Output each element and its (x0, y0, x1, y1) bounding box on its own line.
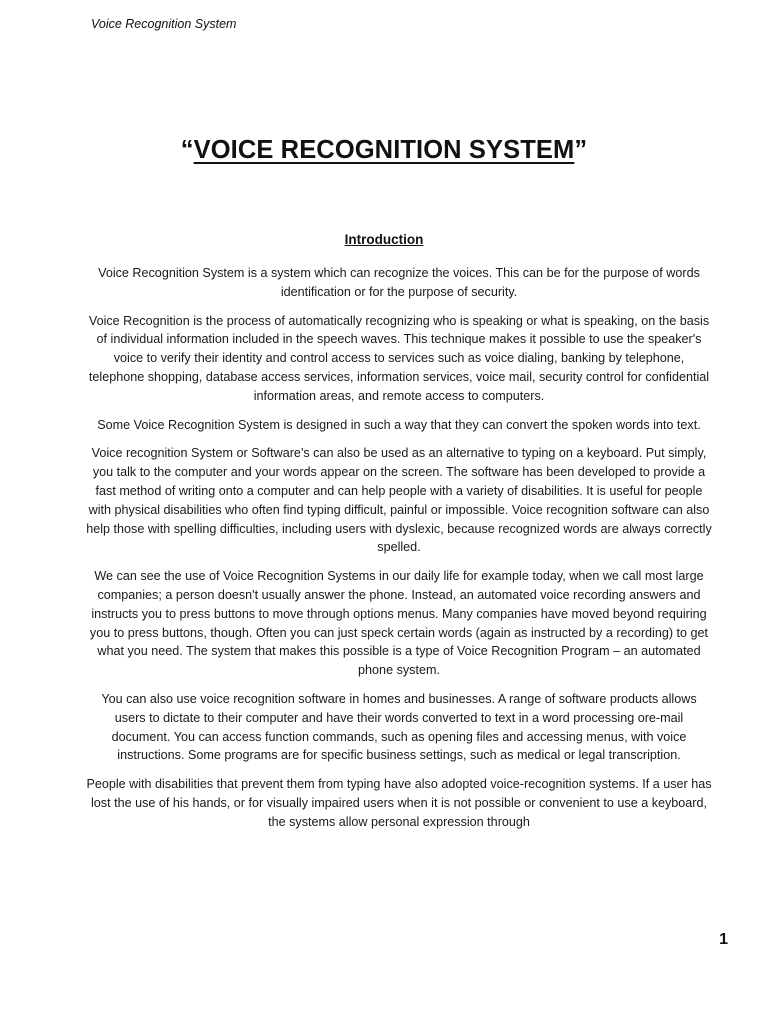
paragraph: We can see the use of Voice Recognition Systems in our daily life for example today, when we call most large companies; a person doesn't usually answer the phone. Instead, an automated voice recording answers and instructs you to press buttons to move through options menus. Many companies have moved beyond requiring you to press buttons, though. Often you can just speck certain words (again as instructed by a recording) to get what you need. The system that makes this possible is a type of Voice Recognition Program – an automated phone system. (89, 569, 709, 678)
section-heading-introduction: Introduction (344, 232, 424, 247)
paragraph: Voice Recognition is the process of automatically recognizing who is speaking or what is speaking, on the basis of individual information included in the speech waves. This technique makes it possible to use the speaker's voice to verify their identity and control access to services such as voice dialing, banking by telephone, telephone shopping, database access services, information services, voice mail, security control for confidential information areas, and remote access to computers. (88, 313, 710, 403)
title-open-quote: “ (180, 136, 194, 164)
paragraph: Voice Recognition System is a system which can recognize the voices. This can be for the purpose of words identification or for the purpose of security. (98, 266, 700, 299)
document-title (0, 136, 768, 165)
page-number: 1 (719, 931, 728, 948)
paragraph: People with disabilities that prevent them from typing have also adopted voice-recognition systems. If a user has lost the use of his hands, or for visually impaired users when it is not possible or convenient to use a keyboard, the systems allow personal expression through (86, 777, 712, 829)
paragraph: You can also use voice recognition software in homes and businesses. A range of software products allows users to dictate to their computer and have their words converted to text in a word processing ore-mail document. You can access function commands, such as opening files and accessing menus, with voice instructions. Some programs are for specific business settings, such as medical or legal transcription. (101, 691, 697, 763)
running-header: Voice Recognition System (91, 17, 237, 31)
paragraph: Some Voice Recognition System is designed in such a way that they can convert the spoken words into text. (97, 417, 701, 432)
body-text (86, 264, 712, 842)
title-close-quote: ” (574, 136, 588, 164)
title-text: VOICE RECOGNITION SYSTEM (193, 136, 575, 164)
paragraph: Voice recognition System or Software's can also be used as an alternative to typing on a keyboard. Put simply, you talk to the computer and your words appear on the screen. The software has been developed to provide a fast method of writing onto a computer and can help people with a variety of disabilities. It is useful for people with physical disabilities who often find typing difficult, painful or impossible. Voice recognition software can also help those with spelling difficulties, including users with dyslexic, because recognized words are always correctly spelled. (86, 446, 712, 555)
